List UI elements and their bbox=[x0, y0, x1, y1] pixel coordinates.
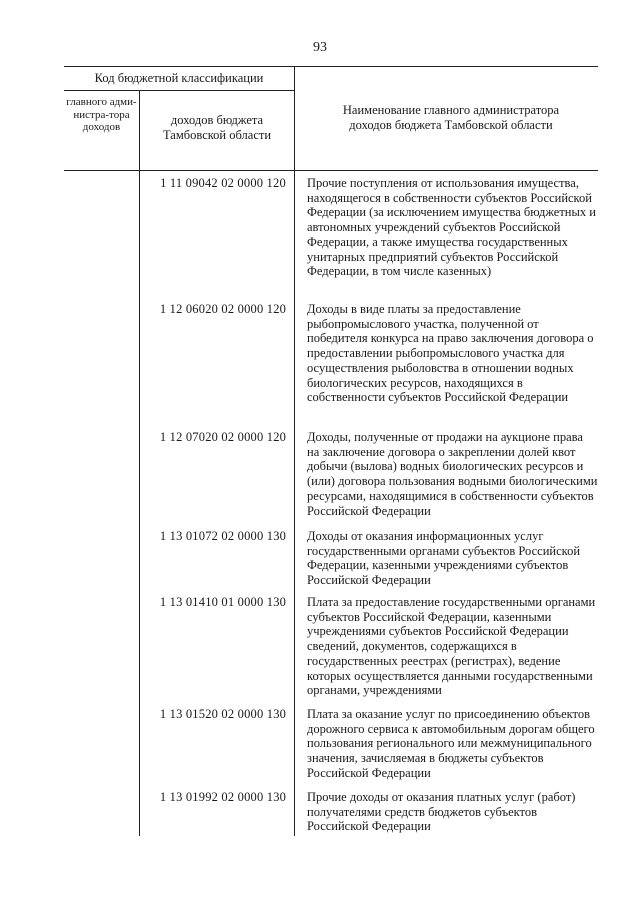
column-divider-1 bbox=[139, 90, 140, 836]
row-name: Плата за предоставление государственными органами субъектов Российской Федерации, казенными учреждениями субъектов Российской Федерации сведений, документов, содержащихся в государственных реестрах (регистрах), ведение которых осуществляется данными государственными органами, учреждениями bbox=[307, 595, 596, 698]
row-code: 1 13 01992 02 0000 130 bbox=[159, 790, 287, 804]
row-code: 1 11 09042 02 0000 120 bbox=[160, 176, 286, 190]
row-name: Доходы, полученные от продажи на аукционе права на заключение договора о закреплении долей квот добычи (вылова) водных биологических ресурсов и (или) договора пользования водными биологическими ресурсами, находящимися в собственности субъектов Российской Федерации bbox=[307, 430, 598, 518]
page-number: 93 bbox=[313, 40, 327, 55]
table-top-border bbox=[64, 66, 598, 67]
row-name: Прочие доходы от оказания платных услуг (работ) получателями средств бюджетов субъектов Российской Федерации bbox=[307, 790, 576, 834]
row-code: 1 13 01072 02 0000 130 bbox=[159, 529, 287, 543]
row-name: Прочие поступления от использования имущества, находящегося в собственности субъектов Российской Федерации (за исключением имущества бюджетных и автономных учреждений субъектов Российской Федерации, а также имущества государственных унитарных предприятий субъектов Российской Федерации, в том числе казенных) bbox=[307, 176, 596, 279]
row-code: 1 13 01520 02 0000 130 bbox=[159, 707, 287, 721]
row-code: 1 13 01410 01 0000 130 bbox=[159, 595, 287, 609]
row-code: 1 12 06020 02 0000 120 bbox=[159, 302, 287, 316]
row-name: Доходы от оказания информационных услуг государственными органами субъектов Российской Федерации, казенными учреждениями субъектов Российской Федерации bbox=[307, 529, 581, 588]
header-admin-column: главного адми-нистра-тора доходов bbox=[66, 96, 137, 133]
row-name: Плата за оказание услуг по присоединению объектов дорожного сервиса к автомобильным дорогам общего пользования регионального или межмуниципального значения, зачисляемая в бюджеты субъектов Российской Федерации bbox=[307, 707, 595, 780]
header-bottom-border bbox=[64, 170, 598, 171]
row-name: Доходы в виде платы за предоставление рыбопромыслового участка, полученной от победителя конкурса на право заключения договора о предоставлении рыбопромыслового участка для осуществления рыболовства в отношении водных биологических ресурсов, находящихся в собственности субъектов Российской Федерации bbox=[307, 302, 594, 405]
header-revenue-column: доходов бюджета Тамбовской области bbox=[162, 113, 272, 142]
row-code: 1 12 07020 02 0000 120 bbox=[159, 430, 287, 444]
header-name-column: Наименование главного администратора доходов бюджета Тамбовской области bbox=[342, 103, 560, 132]
classification-table bbox=[64, 66, 598, 836]
header-classification-code: Код бюджетной классификации bbox=[94, 71, 264, 85]
header-subdivider bbox=[64, 90, 294, 91]
